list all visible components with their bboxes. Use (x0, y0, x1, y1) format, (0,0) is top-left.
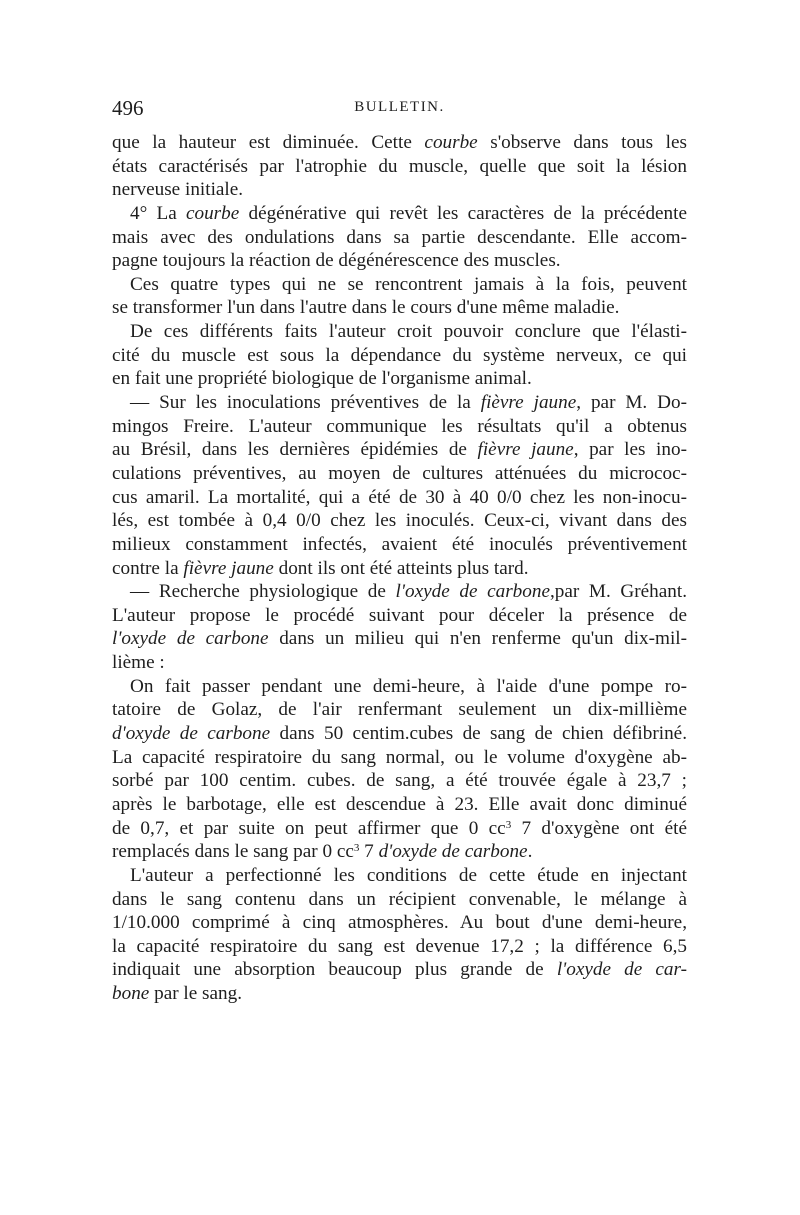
text-run: 4° La (130, 202, 186, 224)
italic-term: l'oxyde de carbone (395, 581, 550, 603)
italic-term: l'oxyde de carbone (112, 628, 269, 650)
text-run: après le barbotage, elle est descendue à 23. Elle avait donc diminué (112, 793, 687, 815)
italic-term: fièvre jaune (477, 439, 574, 461)
text-run: par le sang. (149, 983, 243, 1005)
italic-term: bone (112, 983, 150, 1005)
text-run: dont ils ont été atteints plus tard. (273, 557, 529, 579)
text-line (112, 155, 687, 179)
text-run: dans un milieu qui n'en renferme qu'un dix-mil- (268, 628, 687, 650)
text-line (112, 226, 687, 250)
running-head: BULLETIN. (354, 99, 445, 115)
text-line (112, 249, 687, 273)
text-run: se transformer l'un dans l'autre dans le cours d'une même maladie. (112, 297, 620, 319)
italic-term: courbe (424, 132, 478, 153)
text-line (112, 935, 687, 959)
text-run: L'auteur a perfectionné les conditions de cette étude en injectant (130, 864, 687, 886)
text-run: au Brésil, dans les dernières épidémies de (112, 439, 478, 461)
page-header (112, 96, 687, 124)
text-run: 7 (359, 841, 379, 863)
text-line (112, 769, 687, 793)
text-run: 1/10.000 comprimé à cinq atmosphères. Au bout d'une demi-heure, (112, 912, 687, 934)
text-run: nerveuse initiale. (112, 179, 244, 201)
text-line (112, 958, 687, 982)
text-line (112, 580, 687, 604)
text-line (112, 462, 687, 486)
page-number: 496 (112, 96, 144, 120)
text-line (112, 982, 687, 1006)
text-run: la capacité respiratoire du sang est devenue 17,2 ; la différence 6,5 (112, 935, 687, 957)
text-run: s'observe dans tous les (477, 132, 687, 153)
text-line (112, 840, 687, 864)
text-run: états caractérisés par l'atrophie du muscle, quelle que soit la lésion (112, 155, 687, 177)
text-run: que la hauteur est diminuée. Cette (112, 132, 425, 153)
text-line (112, 627, 687, 651)
text-line (112, 131, 687, 155)
text-run: ,par M. Gréhant. (549, 581, 688, 603)
text-line (112, 651, 687, 675)
text-run: pagne toujours la réaction de dégénérescence des muscles. (112, 250, 561, 272)
text-run: . (527, 841, 533, 863)
text-run: 7 d'oxygène ont été (511, 817, 687, 839)
text-line (112, 817, 687, 841)
superscript: 3 (505, 818, 512, 831)
text-line (112, 438, 687, 462)
text-run: dégénérative qui revêt les caractères de la précédente (239, 202, 687, 224)
text-run: — Sur les inoculations préventives de la (130, 392, 481, 414)
text-line (112, 320, 687, 344)
text-line (112, 675, 687, 699)
text-line (112, 557, 687, 581)
italic-term: d'oxyde de carbone (112, 723, 271, 745)
text-line (112, 202, 687, 226)
text-line (112, 367, 687, 391)
text-run: de 0,7, et par suite on peut affirmer que 0 cc (112, 817, 506, 839)
text-line (112, 296, 687, 320)
italic-term: l'oxyde de car- (556, 959, 687, 981)
text-run: Ces quatre types qui ne se rencontrent jamais à la fois, peuvent (130, 273, 687, 295)
text-run: dans 50 centim.cubes de sang de chien défibriné. (270, 723, 687, 745)
text-run: De ces différents faits l'auteur croit pouvoir conclure que l'élasti- (130, 321, 687, 343)
italic-term: courbe (185, 202, 240, 224)
text-run: cus amaril. La mortalité, qui a été de 30 à 40 0/0 chez les non-inocu- (112, 486, 687, 508)
text-run: , par M. Do- (576, 392, 687, 414)
text-run: L'auteur propose le procédé suivant pour déceler la présence de (112, 604, 687, 626)
text-line (112, 722, 687, 746)
text-line (112, 391, 687, 415)
text-run: , par les ino- (573, 439, 687, 461)
text-run: lés, est tombée à 0,4 0/0 chez les inoculés. Ceux-ci, vivant dans des (112, 510, 687, 532)
text-line (112, 344, 687, 368)
italic-term: fièvre jaune (480, 392, 577, 414)
text-line (112, 273, 687, 297)
text-line (112, 604, 687, 628)
text-run: tatoire de Golaz, de l'air renfermant seulement un dix-millième (112, 699, 687, 721)
text-line (112, 746, 687, 770)
text-line (112, 793, 687, 817)
text-run: sorbé par 100 centim. cubes. de sang, a été trouvée égale à 23,7 ; (112, 770, 687, 792)
text-line (112, 509, 687, 533)
text-line (112, 911, 687, 935)
text-run: indiquait une absorption beaucoup plus grande de (112, 959, 557, 981)
text-run: lième : (112, 652, 165, 674)
text-line (112, 486, 687, 510)
text-run: La capacité respiratoire du sang normal, ou le volume d'oxygène ab- (112, 746, 687, 768)
italic-term: d'oxyde de carbone (378, 841, 528, 863)
text-run: en fait une propriété biologique de l'organisme animal. (112, 368, 532, 390)
text-run: On fait passer pendant une demi-heure, à l'aide d'une pompe ro- (130, 675, 687, 697)
superscript: 3 (353, 842, 360, 855)
text-run: mais avec des ondulations dans sa partie descendante. Elle accom- (112, 226, 687, 248)
body-text (112, 131, 687, 1006)
text-run: mingos Freire. L'auteur communique les résultats qu'il a obtenus (112, 415, 687, 437)
text-run: contre la (112, 557, 184, 579)
text-run: cité du muscle est sous la dépendance du système nerveux, ce qui (112, 344, 687, 366)
text-line (112, 888, 687, 912)
text-run: remplacés dans le sang par 0 cc (112, 841, 354, 863)
text-line (112, 178, 687, 202)
italic-term: fièvre jaune (183, 557, 274, 579)
text-run: dans le sang contenu dans un récipient convenable, le mélange à (112, 888, 687, 910)
text-run: — Recherche physiologique de (130, 581, 396, 603)
text-run: culations préventives, au moyen de cultures atténuées du micrococ- (112, 462, 687, 484)
text-run: milieux constamment infectés, avaient été inoculés préventivement (112, 533, 687, 555)
text-line (112, 533, 687, 557)
text-line (112, 698, 687, 722)
text-line (112, 864, 687, 888)
text-line (112, 415, 687, 439)
